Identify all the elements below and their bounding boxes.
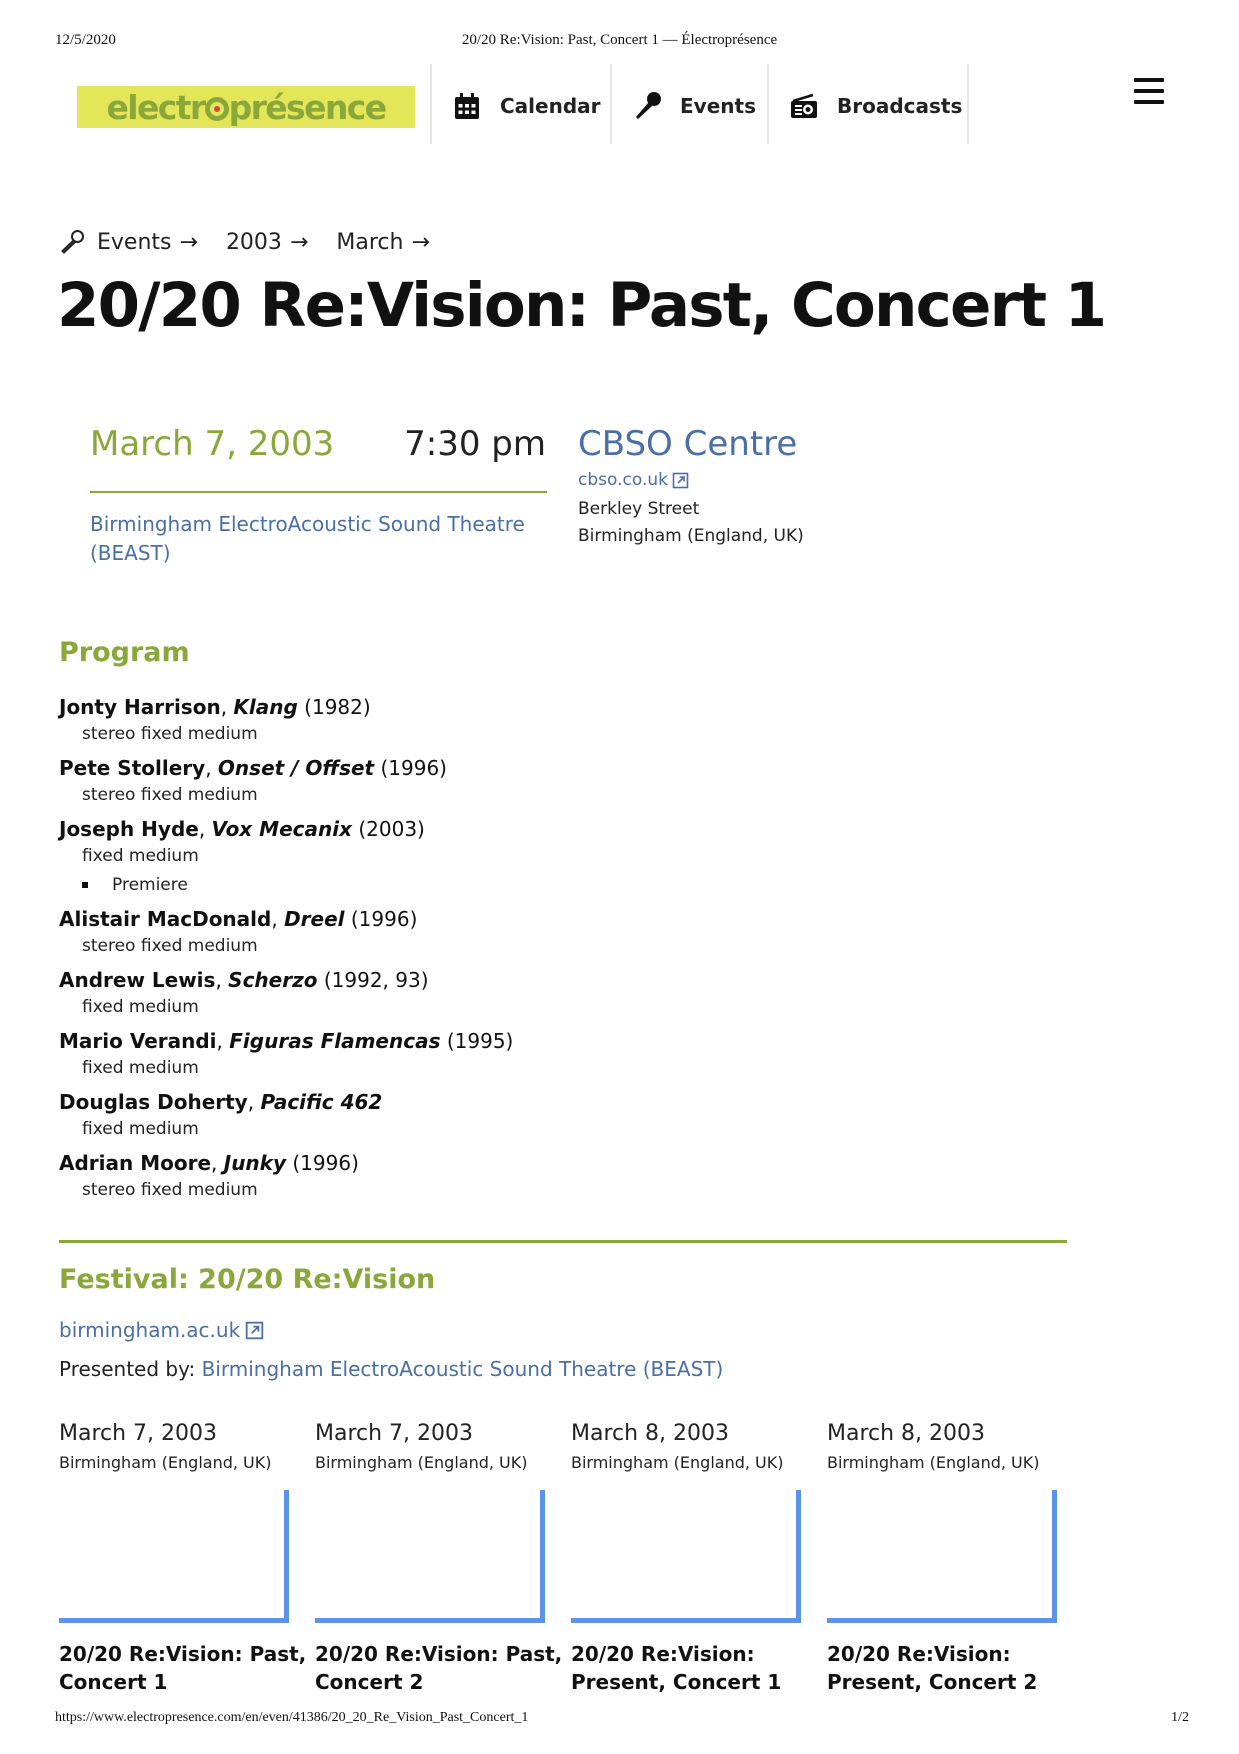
composer-name[interactable]: Pete Stollery [59,756,206,780]
festival-heading: Festival: 20/20 Re:Vision [59,1264,436,1295]
work-title[interactable]: Figuras Flamencas [229,1029,441,1053]
radio-icon [789,91,819,121]
work-year: (1995) [446,1029,514,1053]
program-work-line: Alistair MacDonald, Dreel (1996) [59,907,418,931]
card-date: March 8, 2003 [827,1421,986,1446]
program-item [59,814,959,897]
program-work-line: Douglas Doherty, Pacific 462 [59,1090,383,1114]
nav-events-label: Events [680,94,756,118]
program-item [59,753,959,807]
composer-name[interactable]: Douglas Doherty [59,1090,248,1114]
work-note [82,873,959,897]
print-date: 12/5/2020 [55,32,116,48]
print-page-number: 1/2 [1171,1710,1189,1725]
event-presenter-link[interactable]: Birmingham ElectroAcoustic Sound Theatre (BEAST) [90,512,525,565]
festival-website-link[interactable] [59,1318,264,1342]
card-title: 20/20 Re:Vision: Present, Concert 1 [571,1642,782,1694]
festival-event-card[interactable] [571,1418,801,1694]
card-frame [571,1490,801,1623]
work-year: (1996) [380,756,447,780]
nav-divider [610,64,612,144]
program-item [59,1087,959,1141]
work-year: (1992, 93) [323,968,429,992]
work-medium: fixed medium [82,1058,199,1078]
venue-website-label: cbso.co.uk [578,470,668,490]
event-divider [90,491,547,493]
composer-name[interactable]: Jonty Harrison [59,695,221,719]
program-work-line: Jonty Harrison, Klang (1982) [59,695,371,719]
composer-name[interactable]: Mario Verandi [59,1029,217,1053]
arrow-right-icon: → [179,229,198,255]
print-url: https://www.electropresence.com/en/even/41386/20_20_Re_Vision_Past_Concert_1 [55,1710,529,1725]
work-year: (1982) [304,695,371,719]
card-location: Birmingham (England, UK) [315,1453,528,1472]
festival-website-label: birmingham.ac.uk [59,1318,241,1342]
nav-divider [767,64,769,144]
external-link-icon [672,472,689,489]
breadcrumb-events[interactable] [97,230,226,255]
card-title: 20/20 Re:Vision: Present, Concert 2 [827,1642,1038,1694]
card-frame [827,1490,1057,1623]
card-date: March 8, 2003 [571,1421,730,1446]
composer-name[interactable]: Joseph Hyde [59,817,199,841]
presented-by-label: Presented by: [59,1357,196,1381]
program-heading: Program [59,637,190,668]
venue-city: Birmingham (England, UK) [578,526,804,546]
nav-divider [967,64,969,144]
external-link-icon [245,1321,264,1340]
festival-event-card[interactable] [315,1418,563,1694]
venue-website-link[interactable] [578,470,689,490]
venue-street: Berkley Street [578,499,700,519]
program-work-line: Mario Verandi, Figuras Flamencas (1995) [59,1029,514,1053]
card-location: Birmingham (England, UK) [59,1453,272,1472]
program-work-line: Andrew Lewis, Scherzo (1992, 93) [59,968,429,992]
work-title[interactable]: Dreel [284,907,345,931]
festival-presenter-link[interactable]: Birmingham ElectroAcoustic Sound Theatre (BEAST) [201,1357,724,1381]
microphone-outline-icon [59,229,85,255]
work-medium: stereo fixed medium [82,936,258,956]
program-item [59,904,959,958]
composer-name[interactable]: Andrew Lewis [59,968,216,992]
work-title[interactable]: Vox Mecanix [211,817,352,841]
nav-broadcasts-label: Broadcasts [837,94,963,118]
hamburger-menu-icon[interactable] [1134,78,1164,104]
venue-name-link[interactable]: CBSO Centre [578,424,798,464]
card-title: 20/20 Re:Vision: Past, Concert 2 [315,1642,563,1694]
work-title[interactable]: Pacific 462 [260,1090,383,1114]
microphone-icon [632,91,662,121]
program-work-line: Joseph Hyde, Vox Mecanix (2003) [59,817,425,841]
card-frame [59,1490,289,1623]
program-item [59,965,959,1019]
card-location: Birmingham (England, UK) [571,1453,784,1472]
card-title: 20/20 Re:Vision: Past, Concert 1 [59,1642,307,1694]
breadcrumb-year[interactable] [226,230,336,255]
arrow-right-icon: → [289,229,309,255]
program-list [59,692,959,1209]
card-frame [315,1490,545,1623]
program-work-line: Pete Stollery, Onset / Offset (1996) [59,756,447,780]
card-date: March 7, 2003 [315,1421,474,1446]
composer-name[interactable]: Adrian Moore [59,1151,212,1175]
nav-events[interactable] [632,86,756,126]
nav-calendar[interactable] [452,86,601,126]
nav-broadcasts[interactable] [789,86,962,126]
program-work-line: Adrian Moore, Junky (1996) [59,1151,359,1175]
venue-address [578,496,804,550]
work-title[interactable]: Scherzo [228,968,318,992]
event-date: March 7, 2003 [90,424,335,464]
card-location: Birmingham (England, UK) [827,1453,1040,1472]
work-medium: stereo fixed medium [82,1180,258,1200]
event-time: 7:30 pm [404,424,546,464]
breadcrumb-events-label: Events [97,229,172,255]
work-year: (1996) [292,1151,359,1175]
print-page-title: 20/20 Re:Vision: Past, Concert 1 — Électroprésence [461,32,778,48]
work-title[interactable]: Onset / Offset [217,756,375,780]
site-logo[interactable] [77,86,415,128]
work-medium: stereo fixed medium [82,785,258,805]
card-date: March 7, 2003 [59,1421,218,1446]
festival-event-card[interactable] [827,1418,1057,1694]
composer-name[interactable]: Alistair MacDonald [59,907,272,931]
work-medium: fixed medium [82,997,199,1017]
bullet-square-icon [82,882,88,888]
work-year: (1996) [350,907,418,931]
logo-text: electr présence [106,87,386,127]
work-medium: fixed medium [82,1119,199,1139]
breadcrumb-month[interactable] [336,230,458,255]
work-year: (2003) [358,817,425,841]
work-title[interactable]: Junky [223,1151,287,1175]
nav-calendar-label: Calendar [500,94,601,118]
breadcrumb [59,226,458,258]
program-item [59,1148,959,1202]
festival-event-card[interactable] [59,1418,307,1694]
work-note-label: Premiere [112,875,188,895]
program-item [59,692,959,746]
work-medium: stereo fixed medium [82,724,258,744]
festival-divider [59,1240,1067,1243]
program-item [59,1026,959,1080]
work-medium: fixed medium [82,846,199,866]
nav-divider [430,64,432,144]
arrow-right-icon: → [411,229,430,255]
breadcrumb-month-label: March [336,229,404,255]
work-title[interactable]: Klang [233,695,298,719]
page-title: 20/20 Re:Vision: Past, Concert 1 [57,270,1106,341]
festival-presented-by [59,1357,723,1381]
breadcrumb-year-label: 2003 [225,229,282,255]
calendar-icon [452,91,482,121]
